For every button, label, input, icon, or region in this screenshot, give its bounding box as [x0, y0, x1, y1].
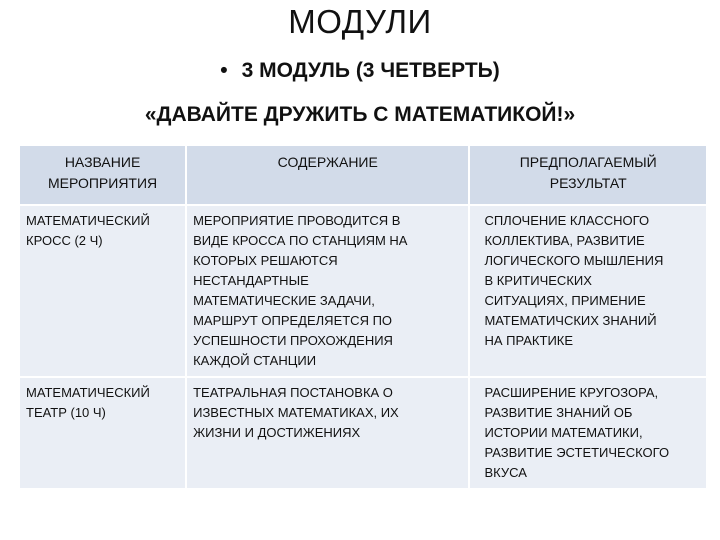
content-cell [185, 206, 468, 378]
cell-line: ЖИЗНИ И ДОСТИЖЕНИЯХ [193, 425, 361, 440]
result-cell [468, 378, 706, 490]
cell-line: СПЛОЧЕНИЕ КЛАССНОГО [484, 213, 650, 228]
cell-line: МАРШРУТ ОПРЕДЕЛЯЕТСЯ ПО [193, 313, 393, 328]
cell-line: КОЛЛЕКТИВА, РАЗВИТИЕ [484, 233, 645, 248]
cell-line: ЛОГИЧЕСКОГО МЫШЛЕНИЯ [484, 253, 664, 268]
header-line: РЕЗУЛЬТАТ [549, 175, 627, 191]
header-expected-result [468, 146, 706, 206]
content-cell [185, 378, 468, 490]
slide-title: МОДУЛИ [288, 3, 432, 40]
cell-line: МАТЕМАТИЧЕСКИЙ [26, 385, 150, 400]
cell-line: МАТЕМАТИЧЕСКИЙ [26, 213, 150, 228]
modules-table [20, 146, 706, 490]
header-line: СОДЕРЖАНИЕ [277, 154, 378, 170]
header-line: МЕРОПРИЯТИЯ [47, 175, 158, 191]
cell-line: КАЖДОЙ СТАНЦИИ [193, 353, 317, 368]
cell-line: РАЗВИТИЕ ЗНАНИЙ ОБ [484, 405, 633, 420]
header-content [185, 146, 468, 206]
cell-line: КРОСС (2 Ч) [26, 233, 103, 248]
module-subtitle-text: 3 МОДУЛЬ (3 ЧЕТВЕРТЬ) [241, 59, 500, 82]
table-header-row [20, 146, 706, 206]
table-row [20, 206, 706, 378]
cell-line: СИТУАЦИЯХ, ПРИМЕНИЕ [484, 293, 646, 308]
header-event-name [20, 146, 185, 206]
cell-line: РАЗВИТИЕ ЭСТЕТИЧЕСКОГО [484, 445, 670, 460]
cell-line: В КРИТИЧЕСКИХ [484, 273, 592, 288]
cell-line: МАТЕМАТИЧЕСКИЕ ЗАДАЧИ, [193, 293, 375, 308]
cell-line: КОТОРЫХ РЕШАЮТСЯ [193, 253, 338, 268]
table-row [20, 378, 706, 490]
cell-line: ИЗВЕСТНЫХ МАТЕМАТИКАХ, ИХ [193, 405, 399, 420]
cell-line: ИСТОРИИ МАТЕМАТИКИ, [484, 425, 643, 440]
cell-line: ТЕАТРАЛЬНАЯ ПОСТАНОВКА О [193, 385, 393, 400]
header-line: НАЗВАНИЕ [64, 154, 141, 170]
bullet-icon: • [220, 59, 228, 82]
cell-line: НЕСТАНДАРТНЫЕ [193, 273, 309, 288]
result-cell [468, 206, 706, 378]
event-name-cell [20, 378, 185, 490]
cell-line: МЕРОПРИЯТИЕ ПРОВОДИТСЯ В [193, 213, 401, 228]
module-name: «ДАВАЙТЕ ДРУЖИТЬ С МАТЕМАТИКОЙ!» [144, 103, 576, 126]
module-subtitle [0, 58, 720, 84]
cell-line: МАТЕМАТИЧСКИХ ЗНАНИЙ [484, 313, 657, 328]
cell-line: РАСШИРЕНИЕ КРУГОЗОРА, [484, 385, 659, 400]
header-line: ПРЕДПОЛАГАЕМЫЙ [519, 154, 657, 170]
cell-line: ВКУСА [484, 465, 527, 480]
event-name-cell [20, 206, 185, 378]
cell-line: НА ПРАКТИКЕ [484, 333, 574, 348]
cell-line: ТЕАТР (10 Ч) [26, 405, 106, 420]
cell-line: ВИДЕ КРОССА ПО СТАНЦИЯМ НА [193, 233, 408, 248]
cell-line: УСПЕШНОСТИ ПРОХОЖДЕНИЯ [193, 333, 393, 348]
